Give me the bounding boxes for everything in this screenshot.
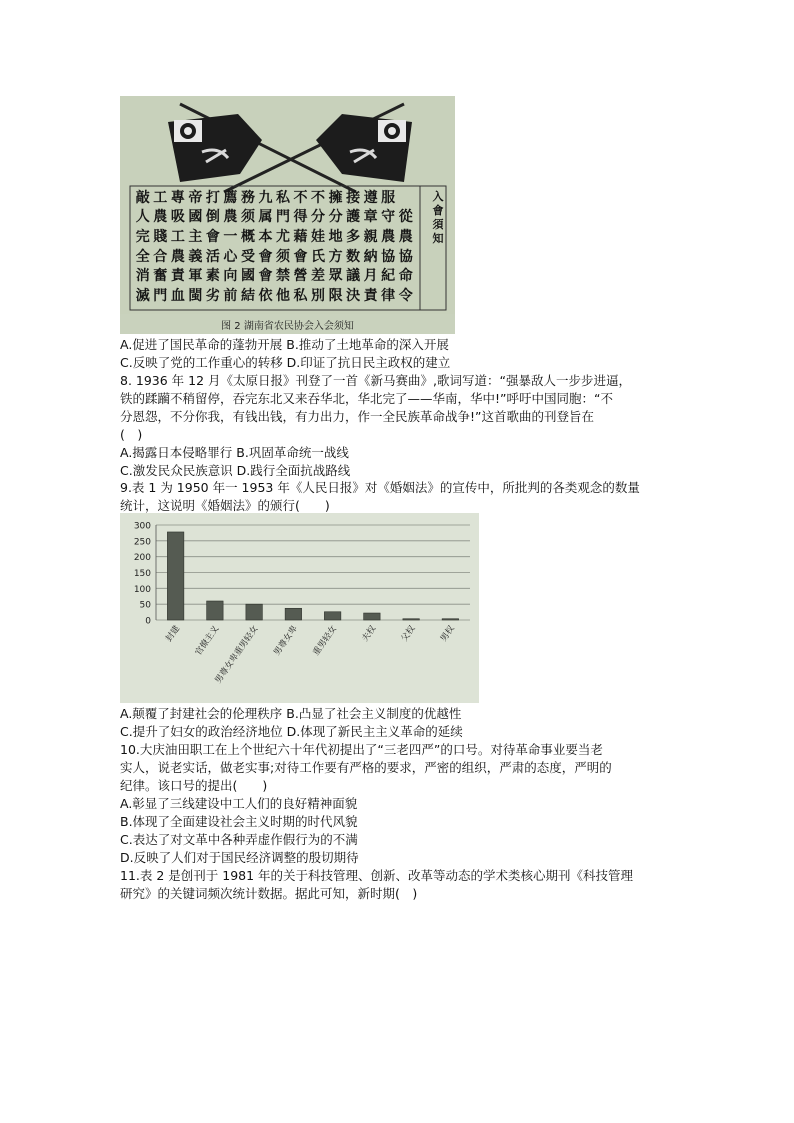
y-tick-label: 0 — [145, 616, 151, 627]
poster-char: 限 — [328, 288, 343, 305]
y-tick-label: 200 — [133, 553, 151, 564]
poster-char: 分 — [311, 209, 326, 226]
bar — [167, 532, 183, 620]
q8-stem-line: 8. 1936 年 12 月《太原日报》刊登了一首《新马赛曲》,歌词写道：“强暴敌人一步步进逼， — [120, 373, 631, 388]
poster-char: 命 — [398, 268, 413, 285]
x-tick-label: 官僚主义 — [193, 623, 222, 658]
poster-char: 義 — [188, 248, 203, 265]
q8-block — [120, 372, 680, 480]
poster-side-title: 入會須知 — [432, 190, 444, 245]
q9-option-ab[interactable]: A.颠覆了封建社会的伦理秩序 B.凸显了社会主义制度的优越性 — [120, 706, 462, 721]
poster-char: 方 — [328, 248, 343, 265]
poster-char: 農 — [153, 209, 168, 226]
poster-char: 國 — [188, 209, 203, 226]
poster-char: 不 — [293, 189, 308, 206]
q8-stem-line: 铁的蹂躏不稍留停，吞完东北又来吞华北，华北完了——华南，华中!”呼吁中国同胞：“不 — [120, 391, 613, 406]
poster-char: 概 — [240, 229, 255, 246]
poster-char: 農 — [381, 229, 396, 246]
poster-char: 得 — [293, 209, 308, 226]
poster-char: 受 — [240, 248, 255, 265]
poster-char: 打 — [205, 189, 220, 206]
q11-stem-line: 研究》的关键词频次统计数据。据此可知，新时期( ) — [120, 886, 418, 901]
poster-char: 私 — [293, 288, 308, 305]
poster-char: 軍 — [188, 268, 203, 285]
poster-char: 向 — [223, 268, 238, 285]
y-tick-label: 100 — [133, 584, 151, 595]
q10-stem-line: 实人，说老实话，做老实事;对待工作要有严格的要求，严密的组织，严肃的态度，严明的 — [120, 760, 612, 775]
poster-char: 協 — [381, 248, 396, 265]
q8-stem-line: 分恩怨，不分你我，有钱出钱，有力出力，作一全民族革命战争!”这首歌曲的刊登旨在 — [120, 409, 594, 424]
poster-text-grid — [134, 188, 432, 306]
poster-char: 九 — [258, 189, 273, 206]
q9-options — [120, 705, 680, 741]
q9-stem — [120, 479, 680, 515]
poster-char: 本 — [258, 229, 273, 246]
x-tick-label: 封建 — [164, 623, 183, 644]
x-tick-label: 夫权 — [360, 623, 379, 644]
poster-char: 親 — [363, 229, 378, 246]
q11-stem-line: 11.表 2 是创刊于 1981 年的关于科技管理、创新、改革等动态的学术类核心期刊《科技管理 — [120, 868, 634, 883]
poster-char: 前 — [223, 288, 238, 305]
poster-char: 血 — [170, 288, 185, 305]
poster-char: 責 — [363, 288, 378, 305]
poster-char: 從 — [398, 209, 413, 226]
y-tick-label: 250 — [133, 537, 151, 548]
y-tick-label: 50 — [139, 600, 151, 611]
poster-char: 令 — [398, 288, 413, 305]
poster-char: 門 — [275, 209, 290, 226]
poster-char: 不 — [311, 189, 326, 206]
bar — [364, 613, 380, 620]
q10-option-a[interactable]: A.彰显了三线建设中工人们的良好精神面貌 — [120, 796, 358, 811]
poster-char: 律 — [381, 288, 396, 305]
poster-char: 依 — [258, 288, 273, 305]
poster-char: 一 — [223, 229, 238, 246]
poster-char: 農 — [223, 209, 238, 226]
poster-char: 藉 — [293, 229, 308, 246]
poster-char: 吸 — [170, 209, 185, 226]
bar-chart-svg — [120, 513, 479, 703]
poster-char: 奮 — [153, 268, 168, 285]
poster-char: 氏 — [311, 248, 326, 265]
poster-char: 農 — [170, 248, 185, 265]
bar — [285, 608, 301, 620]
q10-option-d[interactable]: D.反映了人们对于国民经济调整的殷切期待 — [120, 850, 359, 865]
poster-char: 閩 — [188, 288, 203, 305]
poster-char: 協 — [398, 248, 413, 265]
bar — [324, 612, 340, 620]
bar — [207, 601, 223, 620]
q9-option-cd[interactable]: C.提升了妇女的政治经济地位 D.体现了新民主主义革命的延续 — [120, 724, 463, 739]
q10-option-c[interactable]: C.表达了对文革中各种弄虚作假行为的不满 — [120, 832, 358, 847]
q10-stem-line: 纪律。该口号的提出( ) — [120, 778, 268, 793]
poster-char: 遵 — [363, 189, 378, 206]
q10-option-b[interactable]: B.体现了全面建设社会主义时期的时代风貌 — [120, 814, 358, 829]
poster-char: 合 — [153, 248, 168, 265]
poster-char: 完 — [135, 229, 150, 246]
poster-char: 须 — [275, 248, 290, 265]
poster-char: 國 — [240, 268, 255, 285]
poster-char: 倒 — [205, 209, 220, 226]
poster-char: 分 — [328, 209, 343, 226]
bar-chart — [120, 513, 479, 703]
poster-char: 門 — [153, 288, 168, 305]
poster-char: 多 — [346, 229, 361, 246]
y-tick-label: 150 — [133, 569, 151, 579]
figure-peasant-association-poster — [120, 96, 455, 334]
poster-char: 消 — [135, 268, 150, 285]
poster-char: 務 — [240, 189, 255, 206]
poster-char: 他 — [275, 288, 290, 305]
y-tick-label: 300 — [133, 521, 151, 532]
poster-char: 營 — [293, 268, 308, 285]
poster-char: 主 — [188, 229, 203, 246]
poster-char: 活 — [205, 248, 220, 265]
q9-stem-line: 9.表 1 为 1950 年一 1953 年《人民日报》对《婚姻法》的宣传中，所批判的各类观念的数量 — [120, 480, 640, 495]
poster-char: 尤 — [275, 229, 290, 246]
q11-block — [120, 867, 680, 903]
poster-char: 素 — [205, 268, 220, 285]
x-tick-label: 重男轻女 — [311, 623, 340, 658]
poster-char: 须 — [240, 209, 255, 226]
poster-char: 禁 — [275, 268, 290, 285]
bar — [442, 619, 458, 620]
poster-char: 滅 — [135, 288, 150, 305]
q8-option-ab[interactable]: A.揭露日本侵略罪行 B.巩固革命统一战线 — [120, 445, 349, 460]
poster-char: 農 — [398, 229, 413, 246]
poster-char: 賤 — [153, 229, 168, 246]
poster-char: 属 — [258, 209, 273, 226]
poster-char: 會 — [293, 248, 308, 265]
poster-char: 差 — [311, 268, 326, 285]
poster-char: 專 — [170, 189, 185, 206]
q9-stem-line: 统计，这说明《婚姻法》的颁行( ) — [120, 498, 330, 513]
poster-char: 護 — [346, 209, 361, 226]
poster-char: 接 — [346, 189, 361, 206]
q8-stem-line: ( ) — [120, 427, 143, 442]
q10-stem-line: 10.大庆油田职工在上个世纪六十年代初提出了“三老四严”的口号。对待革命事业要当老 — [120, 742, 603, 757]
poster-char: 地 — [328, 229, 343, 246]
q7-option-ab[interactable]: A.促进了国民革命的蓬勃开展 B.推动了土地革命的深入开展 — [120, 337, 449, 352]
poster-char: 工 — [170, 229, 185, 246]
x-tick-label: 男尊女卑 — [272, 623, 300, 658]
poster-char: 帝 — [188, 189, 203, 206]
poster-char: 守 — [381, 209, 396, 226]
bar — [246, 604, 262, 620]
poster-char: 決 — [346, 288, 361, 305]
poster-char: 人 — [135, 209, 150, 226]
poster-char: 議 — [346, 268, 361, 285]
q10-block — [120, 741, 680, 867]
poster-char: 劣 — [205, 288, 220, 305]
poster-char: 眾 — [328, 268, 343, 285]
poster-char: 會 — [205, 229, 220, 246]
poster-char: 全 — [135, 248, 150, 265]
poster-char: 結 — [240, 288, 255, 305]
poster-char: 紀 — [381, 268, 396, 285]
poster-char: 納 — [363, 248, 378, 265]
x-tick-label: 男权 — [438, 623, 457, 644]
poster-char: 心 — [223, 248, 238, 265]
poster-char: 数 — [346, 248, 361, 265]
poster-char: 服 — [381, 189, 396, 206]
x-tick-label: 父权 — [399, 623, 418, 644]
poster-char: 月 — [363, 268, 378, 285]
x-tick-label: 男尊女卑重男轻女 — [213, 623, 261, 686]
poster-char: 娃 — [311, 229, 326, 246]
poster-char: 擁 — [328, 189, 343, 206]
figure-caption: 图 2 湖南省农民协会入会须知 — [221, 321, 354, 332]
poster-char: 會 — [258, 268, 273, 285]
poster-char: 敲 — [135, 189, 150, 206]
poster-char: 責 — [170, 268, 185, 285]
poster-char: 別 — [311, 288, 326, 305]
poster-char: 工 — [153, 189, 168, 206]
q7-options — [120, 336, 680, 372]
q8-option-cd[interactable]: C.激发民众民族意识 D.践行全面抗战路线 — [120, 463, 351, 478]
q7-option-cd[interactable]: C.反映了党的工作重心的转移 D.印证了抗日民主政权的建立 — [120, 355, 451, 370]
poster-char: 章 — [363, 209, 378, 226]
poster-char: 會 — [258, 248, 273, 265]
poster-char: 薦 — [223, 189, 238, 206]
poster-char: 私 — [275, 189, 290, 206]
bar — [403, 619, 419, 620]
